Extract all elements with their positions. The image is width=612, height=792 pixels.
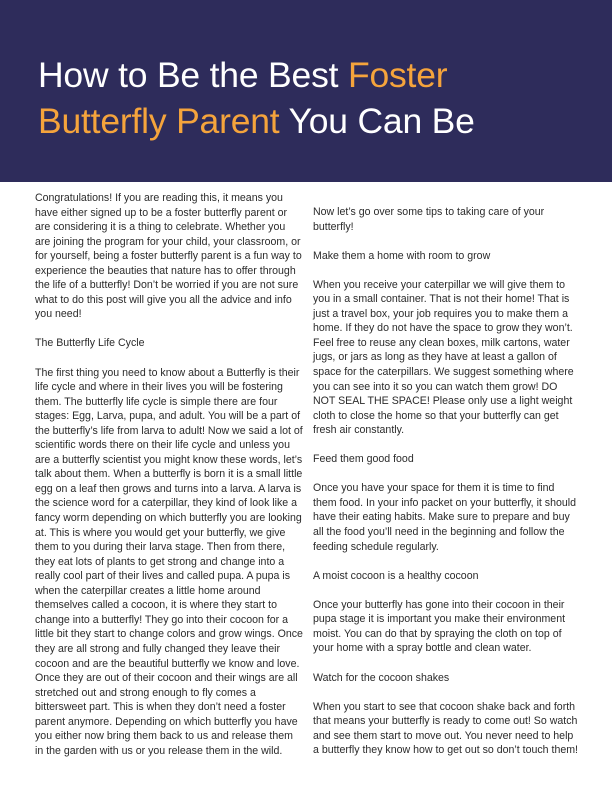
food-paragraph: Once you have your space for them it is time to find them food. In your info packet on your butterfly, it should have their eating habits. Make sure to prepare and buy all the food you’ll need in the beginning and follow the feeding schedule regularly. [313, 482, 577, 553]
right-column [313, 205, 580, 772]
intro-paragraph: Congratulations! If you are reading this, it means you have either signed up to be a foster butterfly parent or are considering it is a thing to celebrate. Whether you are joining the program for your child, your classroom, or for yourself, being a foster butterfly parent is a fun way to experience the beauties that nature has to offer through the life of a butterfly! Don’t be worried if you are not sure what to do this post will give you all the advice and info you need! [35, 192, 302, 321]
section-heading-cocoon: A moist cocoon is a healthy cocoon [313, 569, 479, 582]
section-heading-life-cycle: The Butterfly Life Cycle [35, 337, 145, 350]
title-part-1: How to Be the Best [38, 55, 348, 95]
shakes-paragraph: When you start to see that cocoon shake back and forth that means your butterfly is ready to come out! So watch and see them start to move out. You never need to help a butterfly they know how to get out so don’t touch them! [313, 700, 578, 757]
home-paragraph: When you receive your caterpillar we will give them to you in a small container. That is not their home! That is just a travel box, your job requires you to make them a home. If they do not have the space to grow they won’t. Feel free to reuse any clean boxes, milk cartons, water jugs, or jars as long as they have at least a gallon of space for the caterpillars. We suggest something where you can see into it so you can watch them grow! DO NOT SEAL THE SPACE! Please only use a light weight cloth to close the home so that your butterfly can get fresh air constantly. [313, 278, 574, 437]
title-accent-2: Butterfly Parent [38, 101, 280, 141]
life-cycle-paragraph: The first thing you need to know about a Butterfly is their life cycle and where in their lives you will be fostering them. The butterfly life cycle is simple there are four stages: Egg, Larva, pupa, and adult. You will be a part of the butterfly’s life from larva to adult! Now we said a lot of scientific words there on their life cycle and unless you are a butterfly scientist you might know these words, let’s talk about them. When a butterfly is born it is a small little egg on a leaf then grows and turns into a larva. A larva is the science word for a caterpillar, they kind of look like a fancy worm depending on which butterfly you are looking at. This is where you would get your butterfly, we give them to you during their larva stage. Then from there, they eat lots of plants to get strong and change into a really cool part of their lives and called pupa. A pupa is when the caterpillar creates a little home around themselves called a cocoon, it is where they start to change into a butterfly! They go into their cocoon for a little bit they start to change colors and grow wings. Once they are all strong and fully changed they leave their cocoon and are the beautiful butterfly we know and love. Once they are out of their cocoon and their wings are all stretched out and strong enough to fly comes a bittersweet part. This is when they don’t need a foster parent anymore. Depending on which butterfly you have you either now bring them back to us and release them in the garden with us or you release them in the wild. [35, 366, 303, 757]
section-heading-food: Feed them good food [313, 453, 414, 466]
title-banner [0, 0, 612, 182]
title-part-2: You Can Be [279, 101, 475, 141]
section-heading-shakes: Watch for the cocoon shakes [313, 671, 450, 684]
tips-intro-paragraph: Now let’s go over some tips to taking care of your butterfly! [313, 206, 545, 233]
left-column [35, 191, 303, 773]
page-title [38, 52, 598, 144]
title-accent-1: Foster [347, 55, 448, 95]
section-heading-home: Make them a home with room to grow [313, 249, 491, 262]
cocoon-paragraph: Once your butterfly has gone into their cocoon in their pupa stage it is important you make their environment moist. You can do that by spraying the cloth on top of your home with a spray bottle and clean water. [313, 598, 566, 655]
